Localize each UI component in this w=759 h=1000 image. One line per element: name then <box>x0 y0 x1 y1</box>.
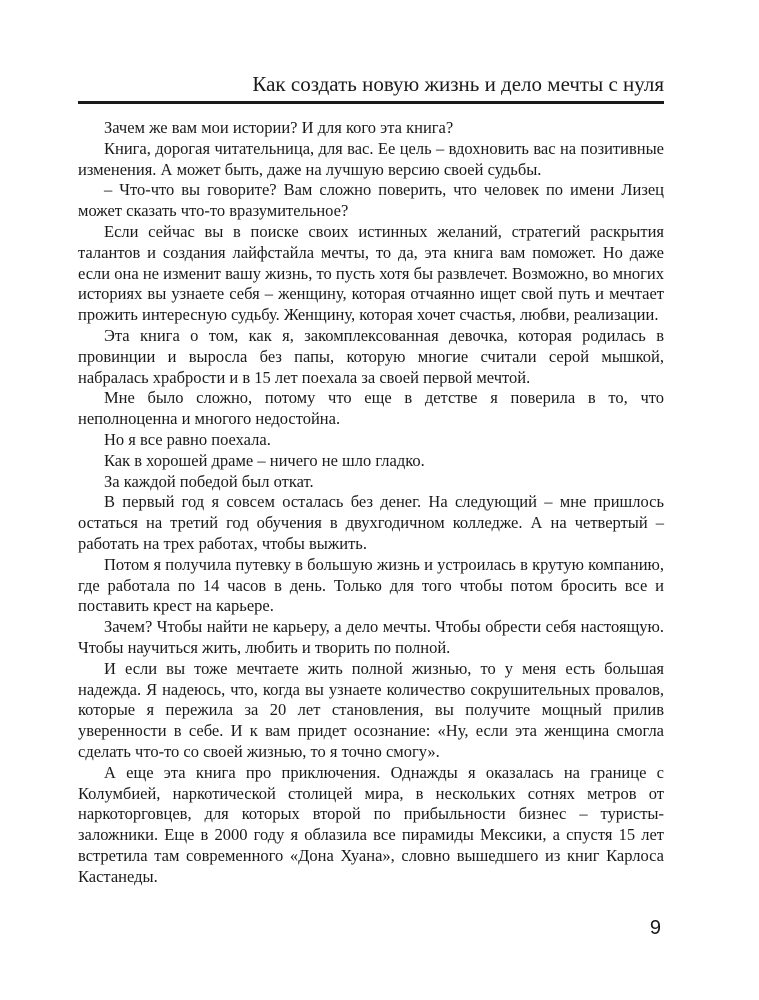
paragraph: – Что-что вы говорите? Вам сложно поверить, что человек по имени Лизец может сказать что-то вразумительное? <box>78 180 664 221</box>
paragraph: Зачем же вам мои истории? И для кого эта книга? <box>104 118 454 137</box>
page-number: 9 <box>649 917 661 939</box>
paragraph: А еще эта книга про приключения. Однажды я оказалась на границе с Колумбией, наркотической столицей мира, в нескольких сотнях метров от наркоторговцев, для которых второй по прибыльности бизнес – туристы-заложники. Еще в 2000 году я облазила все пирамиды Мексики, а спустя 15 лет встретила там современного «Дона Хуана», словно вышедшего из книг Карлоса Кастанеды. <box>78 762 664 886</box>
running-header-title: Как создать новую жизнь и дело мечты с нуля <box>252 72 664 96</box>
paragraph: За каждой победой был откат. <box>104 471 314 491</box>
paragraph: Мне было сложно, потому что еще в детстве я поверила в то, что неполноценна и многого недостойна. <box>78 388 664 429</box>
paragraph: В первый год я совсем осталась без денег. На следующий – мне пришлось остаться на третий год обучения в двухгодичном колледже. А на четвертый – работать на трех работах, чтобы выжить. <box>78 492 664 553</box>
paragraph: Если сейчас вы в поиске своих истинных желаний, стратегий раскрытия талантов и создания лайфстайла мечты, то да, эта книга вам поможет. Но даже если она не изменит вашу жизнь, то пусть хотя бы развлечет. Возможно, во многих историях вы узнаете себя – женщину, которая отчаянно ищет свой путь и мечтает прожить интересную судьбу. Женщину, которая хочет счастья, любви, реализации. <box>78 221 664 325</box>
paragraph: Как в хорошей драме – ничего не шло гладко. <box>104 450 425 470</box>
paragraph: Потом я получила путевку в большую жизнь и устроилась в крутую компанию, где работала по 14 часов в день. Только для того чтобы потом бросить все и поставить крест на карьере. <box>78 554 664 616</box>
running-header <box>78 72 664 104</box>
paragraph: Зачем? Чтобы найти не карьеру, а дело мечты. Чтобы обрести себя настоящую. Чтобы научиться жить, любить и творить по полной. <box>78 617 664 657</box>
body-text <box>78 118 664 887</box>
paragraph: Эта книга о том, как я, закомплексованная девочка, которая родилась в провинции и выросла без папы, которую многие считали серой мышкой, набралась храбрости и в 15 лет поехала за своей первой мечтой. <box>78 325 664 387</box>
paragraph: И если вы тоже мечтаете жить полной жизнью, то у меня есть большая надежда. Я надеюсь, что, когда вы узнаете количество сокрушительных провалов, которые я пережила за 20 лет становления, вы получите мощный прилив уверенности в себе. И к вам придет осознание: «Ну, если эта женщина смогла сделать что-то со своей жизнью, то я точно смогу». <box>78 658 664 761</box>
paragraph: Книга, дорогая читательница, для вас. Ее цель – вдохновить вас на позитивные изменения. А может быть, даже на лучшую версию своей судьбы. <box>78 138 664 179</box>
paragraph: Но я все равно поехала. <box>104 429 271 449</box>
